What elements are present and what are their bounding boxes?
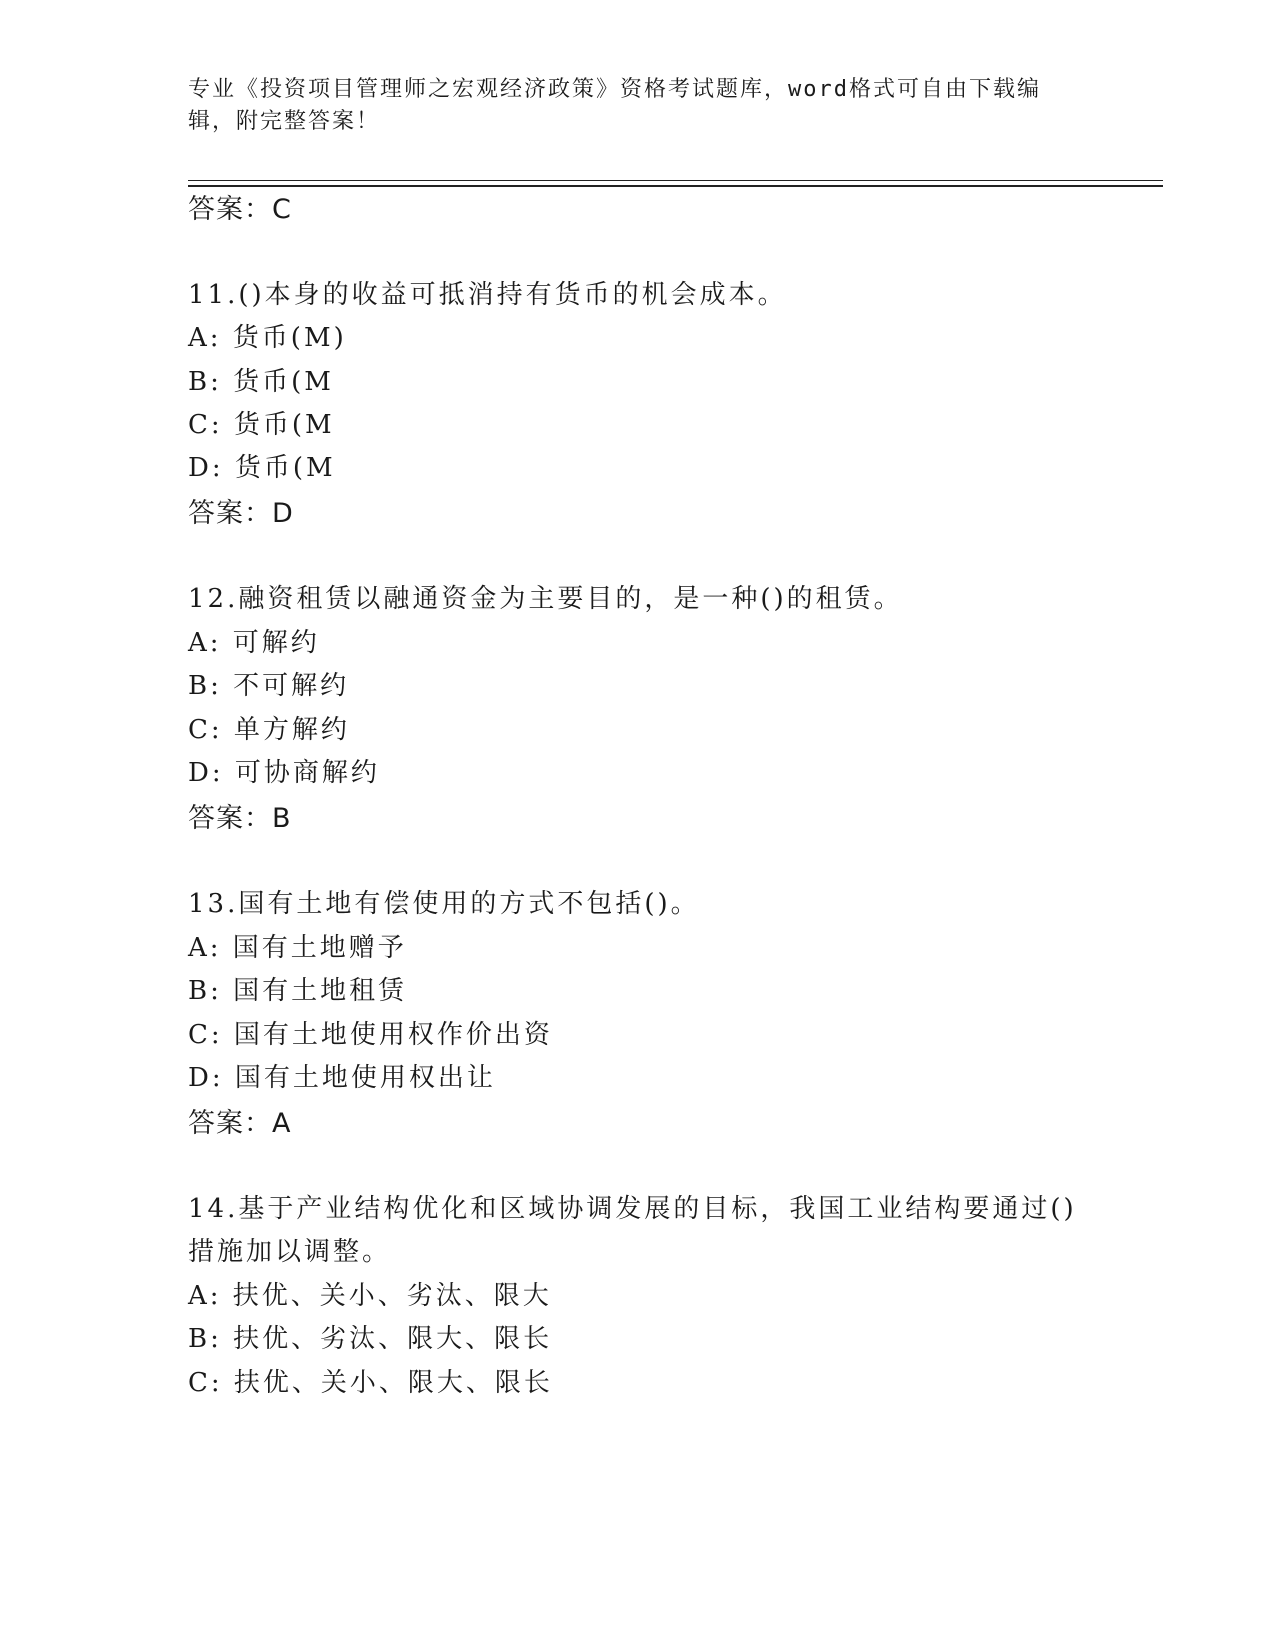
question-12-option-d: D: 可协商解约 <box>188 758 380 788</box>
question-14-option-c: C: 扶优、关小、限大、限长 <box>188 1368 553 1398</box>
answer-previous: 答案：C <box>188 194 292 225</box>
question-11-option-b: B: 货币(M <box>188 367 334 397</box>
question-13-option-c: C: 国有土地使用权作价出资 <box>188 1020 553 1050</box>
question-13-answer: 答案：A <box>188 1108 292 1139</box>
question-11-answer: 答案：D <box>188 498 294 529</box>
question-11-option-c: C: 货币(M <box>188 410 335 440</box>
question-12-option-b: B: 不可解约 <box>188 671 350 701</box>
question-12-stem: 12.融资租赁以融通资金为主要目的，是一种()的租赁。 <box>188 584 903 614</box>
question-13-option-a: A: 国有土地赠予 <box>188 933 407 963</box>
question-11-option-d: D: 货币(M <box>188 453 336 483</box>
question-11-stem: 11.()本身的收益可抵消持有货币的机会成本。 <box>188 280 787 310</box>
question-13-stem: 13.国有土地有偿使用的方式不包括()。 <box>188 889 700 919</box>
question-12-option-c: C: 单方解约 <box>188 715 350 745</box>
document-header <box>188 74 1088 138</box>
question-13-option-d: D: 国有土地使用权出让 <box>188 1063 496 1093</box>
question-12-option-a: A: 可解约 <box>188 628 320 658</box>
question-11-option-a: A: 货币(M) <box>188 323 347 353</box>
question-14-stem-line-2: 措施加以调整。 <box>188 1237 392 1267</box>
question-14-option-b: B: 扶优、劣汰、限大、限长 <box>188 1324 553 1354</box>
header-rule-thick <box>188 185 1163 187</box>
header-line-2: 辑，附完整答案！ <box>188 109 381 134</box>
question-14-stem-line-1: 14.基于产业结构优化和区域协调发展的目标，我国工业结构要通过() <box>188 1194 1077 1224</box>
header-line-1: 专业《投资项目管理师之宏观经济政策》资格考试题库，word格式可自由下载编 <box>188 77 1041 102</box>
question-14-option-a: A: 扶优、关小、劣汰、限大 <box>188 1281 552 1311</box>
question-13-option-b: B: 国有土地租赁 <box>188 976 408 1006</box>
question-12-answer: 答案：B <box>188 803 292 834</box>
header-rule-thin <box>188 180 1163 181</box>
